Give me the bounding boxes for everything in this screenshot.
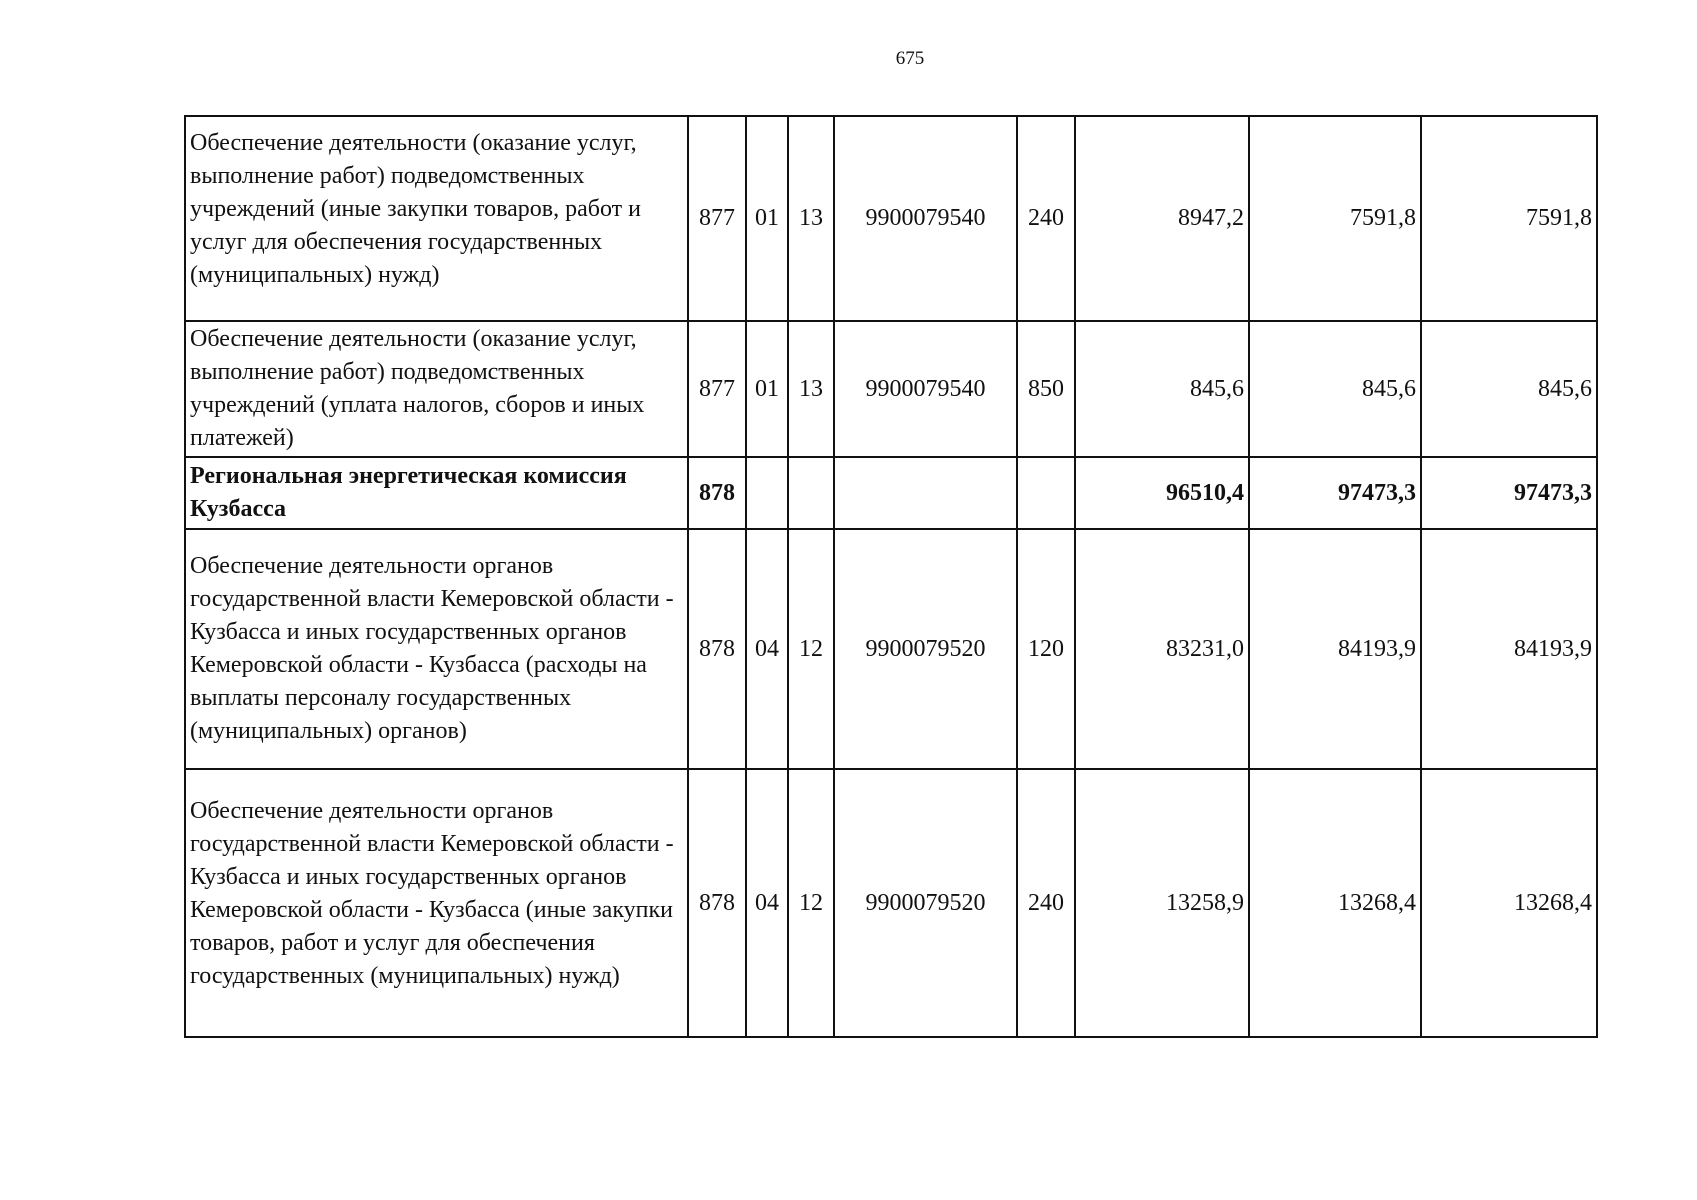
ministry-code: 878 <box>688 769 746 1037</box>
amount-year-3: 84193,9 <box>1421 529 1597 769</box>
ministry-code: 878 <box>688 529 746 769</box>
subsection-code <box>788 457 834 529</box>
target-article-code: 9900079520 <box>834 769 1017 1037</box>
subsection-code: 12 <box>788 769 834 1037</box>
expense-type-code: 850 <box>1017 321 1075 457</box>
ministry-code: 877 <box>688 321 746 457</box>
amount-year-3: 845,6 <box>1421 321 1597 457</box>
section-code: 04 <box>746 769 788 1037</box>
amount-year-1: 83231,0 <box>1075 529 1249 769</box>
expense-type-code: 240 <box>1017 769 1075 1037</box>
target-article-code <box>834 457 1017 529</box>
amount-year-3: 13268,4 <box>1421 769 1597 1037</box>
ministry-code: 878 <box>688 457 746 529</box>
expense-type-code: 120 <box>1017 529 1075 769</box>
amount-year-2: 845,6 <box>1249 321 1421 457</box>
section-code: 01 <box>746 321 788 457</box>
expense-type-code <box>1017 457 1075 529</box>
section-code: 04 <box>746 529 788 769</box>
target-article-code: 9900079520 <box>834 529 1017 769</box>
amount-year-2: 7591,8 <box>1249 116 1421 321</box>
amount-year-1: 845,6 <box>1075 321 1249 457</box>
subsection-code: 12 <box>788 529 834 769</box>
target-article-code: 9900079540 <box>834 321 1017 457</box>
row-description: Обеспечение деятельности органов государственной власти Кемеровской области - Кузбасса и иных государственных органов Кемеровской области - Кузбасса (расходы на выплаты персоналу государственных (муниципальных) органов) <box>185 529 688 769</box>
budget-table <box>184 115 1598 1038</box>
ministry-code: 877 <box>688 116 746 321</box>
target-article-code: 9900079540 <box>834 116 1017 321</box>
row-description: Обеспечение деятельности (оказание услуг, выполнение работ) подведомственных учреждений (иные закупки товаров, работ и услуг для обеспечения государственных (муниципальных) нужд) <box>185 116 688 321</box>
section-code: 01 <box>746 116 788 321</box>
amount-year-1: 96510,4 <box>1075 457 1249 529</box>
amount-year-2: 84193,9 <box>1249 529 1421 769</box>
table-row <box>185 116 1597 321</box>
table-row <box>185 321 1597 457</box>
amount-year-1: 13258,9 <box>1075 769 1249 1037</box>
table-row <box>185 529 1597 769</box>
row-description: Обеспечение деятельности (оказание услуг, выполнение работ) подведомственных учреждений (уплата налогов, сборов и иных платежей) <box>185 321 688 457</box>
expense-type-code: 240 <box>1017 116 1075 321</box>
row-description: Обеспечение деятельности органов государственной власти Кемеровской области - Кузбасса и иных государственных органов Кемеровской области - Кузбасса (иные закупки товаров, работ и услуг для обеспечения государственных (муниципальных) нужд) <box>185 769 688 1037</box>
amount-year-3: 97473,3 <box>1421 457 1597 529</box>
page-number: 675 <box>895 48 925 69</box>
row-description: Региональная энергетическая комиссия Кузбасса <box>185 457 688 529</box>
subsection-code: 13 <box>788 321 834 457</box>
section-code <box>746 457 788 529</box>
amount-year-1: 8947,2 <box>1075 116 1249 321</box>
subsection-code: 13 <box>788 116 834 321</box>
table-row-subtotal <box>185 457 1597 529</box>
table-row <box>185 769 1597 1037</box>
amount-year-2: 13268,4 <box>1249 769 1421 1037</box>
amount-year-2: 97473,3 <box>1249 457 1421 529</box>
amount-year-3: 7591,8 <box>1421 116 1597 321</box>
